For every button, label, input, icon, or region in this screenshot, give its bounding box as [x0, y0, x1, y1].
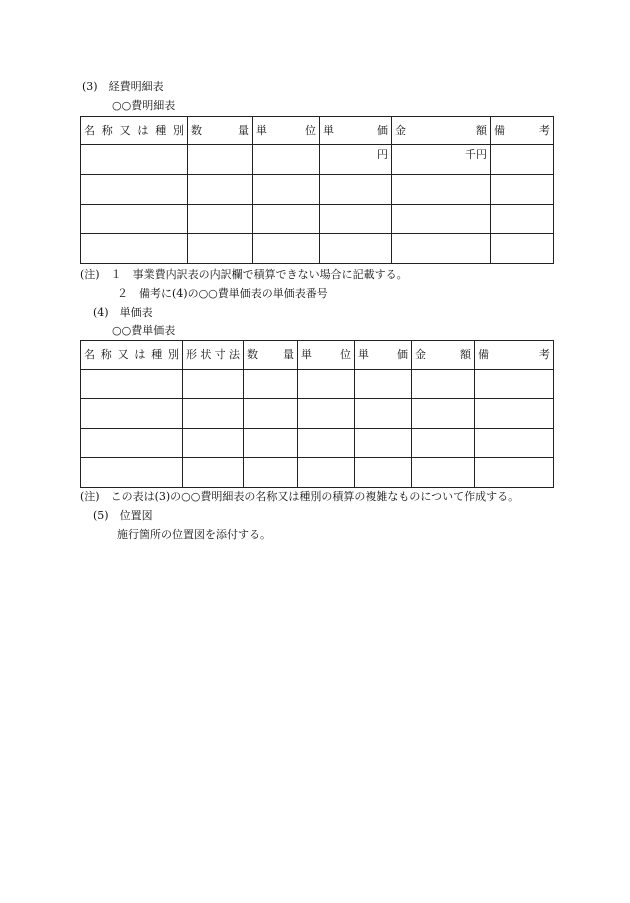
table-row: [81, 234, 554, 264]
col-header-unit-price: 単 価: [355, 341, 412, 370]
col-header-name: 名 称 又 は 種 別: [81, 341, 183, 370]
section3-heading: (3) 経費明細表: [82, 80, 164, 93]
unit-price-table: [80, 340, 554, 488]
col-header-amount: 金 額: [392, 117, 491, 145]
section5-body: 施行箇所の位置図を添付する。: [117, 528, 271, 541]
col-header-amount: 金 額: [412, 341, 475, 370]
section3-note-2: ２ 備考に(4)の○○費単価表の単価表番号: [117, 287, 328, 300]
table-row: [81, 429, 554, 458]
table-row: [81, 175, 554, 205]
table-row: [81, 370, 554, 399]
col-header-name: 名 称 又 は 種 別: [81, 117, 188, 145]
section4-heading: (4) 単価表: [93, 306, 153, 319]
col-header-shape-size: 形状寸法: [183, 341, 244, 370]
table-header-row: [81, 341, 554, 370]
unit-yen-label: 円: [320, 145, 392, 175]
col-header-unit-price: 単 価: [320, 117, 392, 145]
section3-note-1: (注) １ 事業費内訳表の内訳欄で積算できない場合に記載する。: [80, 268, 408, 281]
col-header-remarks: 備 考: [491, 117, 554, 145]
table-header-row: [81, 117, 554, 145]
section4-subtitle: ○○費単価表: [112, 324, 176, 337]
expense-detail-table: [80, 116, 554, 264]
col-header-unit: 単 位: [253, 117, 320, 145]
table-row: [81, 458, 554, 488]
table-row: [81, 205, 554, 234]
section4-note: (注) この表は(3)の○○費明細表の名称又は種別の積算の複雑なものについて作成する。: [80, 490, 520, 503]
col-header-quantity: 数 量: [188, 117, 253, 145]
col-header-remarks: 備 考: [475, 341, 554, 370]
col-header-unit: 単 位: [298, 341, 355, 370]
section3-subtitle: ○○費明細表: [112, 99, 176, 112]
section5-heading: (5) 位置図: [93, 509, 153, 522]
table-row: [81, 399, 554, 429]
unit-thousand-yen-label: 千円: [392, 145, 491, 175]
table-row: [81, 145, 554, 175]
col-header-quantity: 数 量: [244, 341, 298, 370]
